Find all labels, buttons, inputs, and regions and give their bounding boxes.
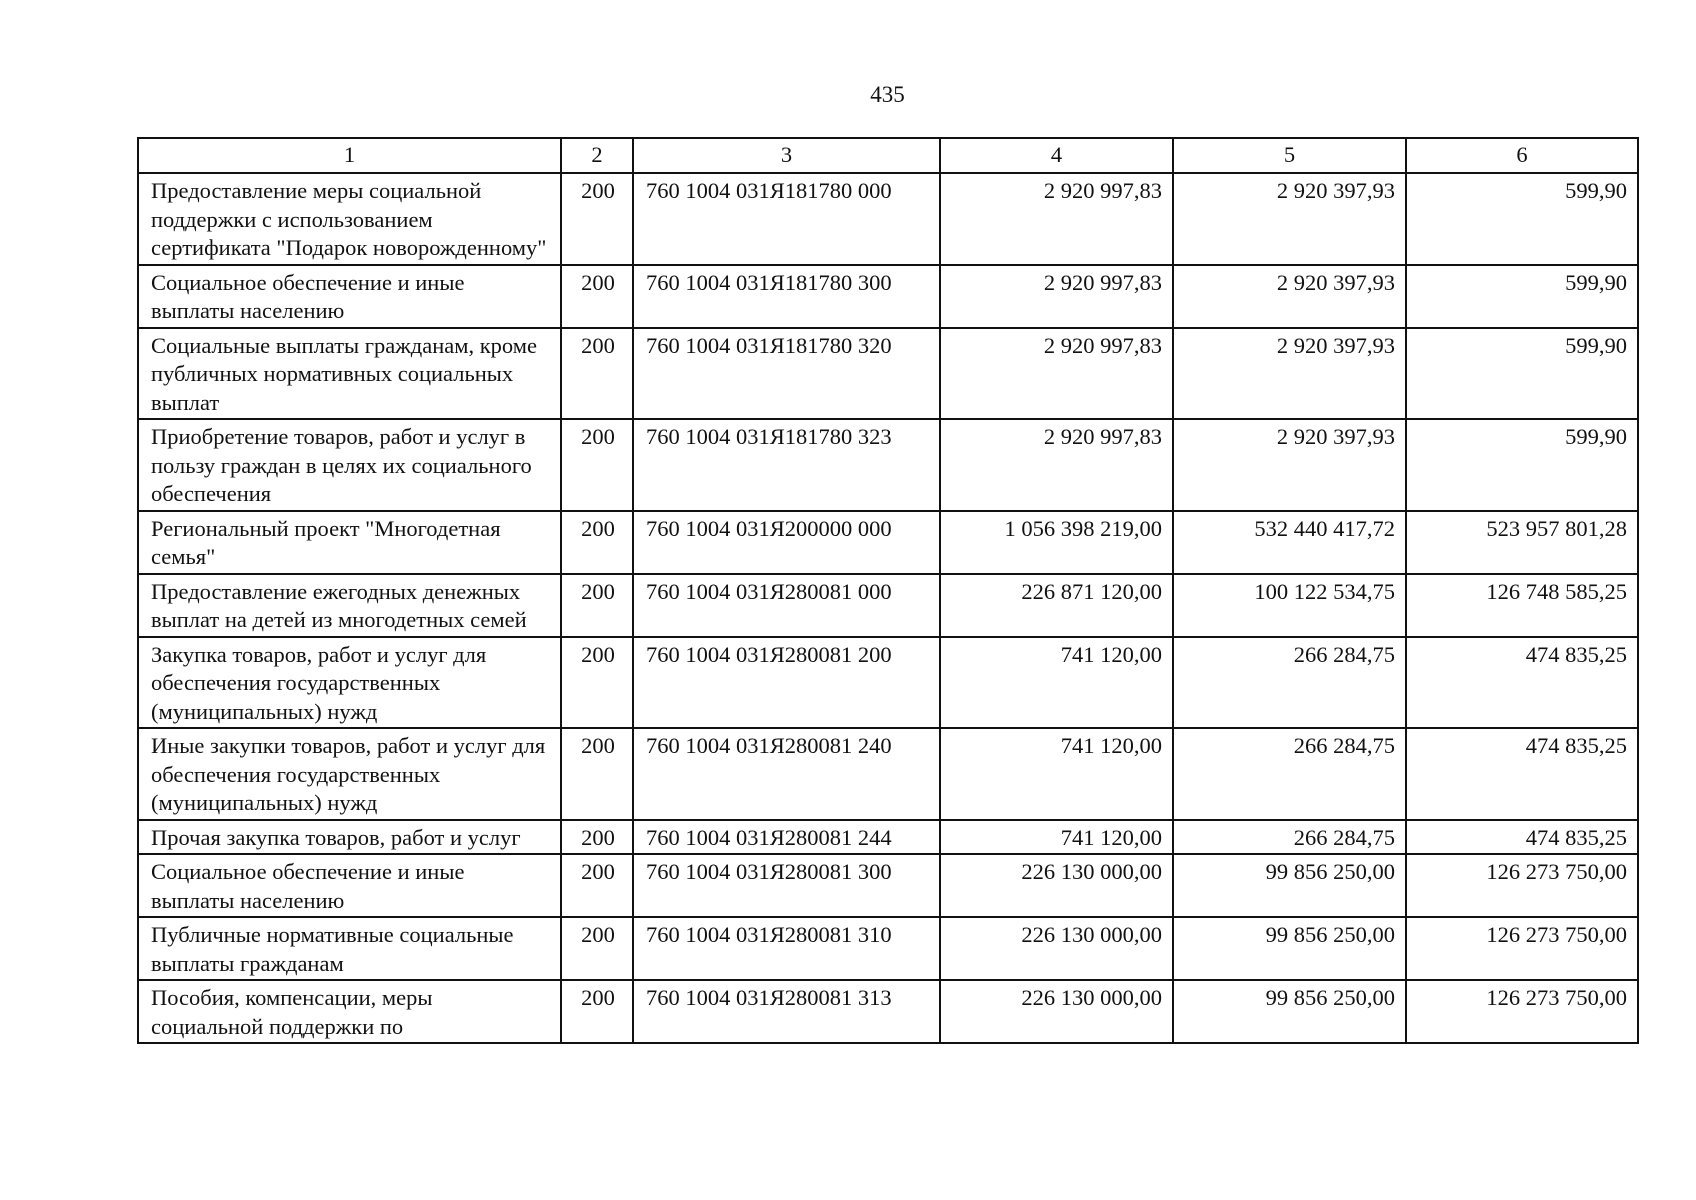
row-kbk-cell: 760 1004 031Я280081 300 [633, 854, 940, 917]
row-kbk-cell: 760 1004 031Я280081 313 [633, 980, 940, 1043]
row-col4-cell: 1 056 398 219,00 [940, 511, 1173, 574]
budget-table [137, 137, 1639, 1044]
row-col5-cell: 99 856 250,00 [1173, 980, 1406, 1043]
row-code-cell: 200 [561, 728, 633, 820]
table-row [138, 328, 1638, 420]
row-code-cell: 200 [561, 574, 633, 637]
row-kbk-cell: 760 1004 031Я181780 323 [633, 419, 940, 511]
row-name-cell: Закупка товаров, работ и услуг для обеспечения государственных (муниципальных) нужд [138, 637, 561, 729]
row-name-cell: Прочая закупка товаров, работ и услуг [138, 820, 561, 855]
row-kbk-cell: 760 1004 031Я280081 200 [633, 637, 940, 729]
row-col6-cell: 599,90 [1406, 419, 1638, 511]
row-name-cell: Предоставление меры социальной поддержки с использованием сертификата "Подарок новорожденному" [138, 173, 561, 265]
row-col4-cell: 226 130 000,00 [940, 917, 1173, 980]
row-kbk-cell: 760 1004 031Я280081 244 [633, 820, 940, 855]
table-row [138, 854, 1638, 917]
row-col5-cell: 266 284,75 [1173, 637, 1406, 729]
row-col5-cell: 266 284,75 [1173, 728, 1406, 820]
row-name-cell: Приобретение товаров, работ и услуг в пользу граждан в целях их социального обеспечения [138, 419, 561, 511]
row-name-cell: Предоставление ежегодных денежных выплат на детей из многодетных семей [138, 574, 561, 637]
row-col5-cell: 266 284,75 [1173, 820, 1406, 855]
row-col6-cell: 599,90 [1406, 173, 1638, 265]
table-row [138, 820, 1638, 855]
row-col5-cell: 2 920 397,93 [1173, 265, 1406, 328]
row-col6-cell: 599,90 [1406, 328, 1638, 420]
row-code-cell: 200 [561, 419, 633, 511]
table-row [138, 980, 1638, 1043]
row-kbk-cell: 760 1004 031Я280081 000 [633, 574, 940, 637]
row-kbk-cell: 760 1004 031Я200000 000 [633, 511, 940, 574]
row-code-cell: 200 [561, 820, 633, 855]
row-col6-cell: 126 273 750,00 [1406, 917, 1638, 980]
row-col5-cell: 2 920 397,93 [1173, 419, 1406, 511]
row-col4-cell: 226 130 000,00 [940, 854, 1173, 917]
row-name-cell: Региональный проект "Многодетная семья" [138, 511, 561, 574]
row-code-cell: 200 [561, 917, 633, 980]
row-code-cell: 200 [561, 637, 633, 729]
row-col4-cell: 741 120,00 [940, 637, 1173, 729]
row-kbk-cell: 760 1004 031Я280081 310 [633, 917, 940, 980]
column-header: 4 [940, 138, 1173, 173]
row-col6-cell: 474 835,25 [1406, 728, 1638, 820]
row-col4-cell: 741 120,00 [940, 728, 1173, 820]
row-col6-cell: 523 957 801,28 [1406, 511, 1638, 574]
row-code-cell: 200 [561, 980, 633, 1043]
row-kbk-cell: 760 1004 031Я181780 300 [633, 265, 940, 328]
row-kbk-cell: 760 1004 031Я280081 240 [633, 728, 940, 820]
row-name-cell: Публичные нормативные социальные выплаты гражданам [138, 917, 561, 980]
row-col6-cell: 599,90 [1406, 265, 1638, 328]
row-col4-cell: 2 920 997,83 [940, 173, 1173, 265]
row-col6-cell: 126 273 750,00 [1406, 854, 1638, 917]
row-col5-cell: 2 920 397,93 [1173, 173, 1406, 265]
row-code-cell: 200 [561, 854, 633, 917]
row-code-cell: 200 [561, 173, 633, 265]
table-row [138, 637, 1638, 729]
row-kbk-cell: 760 1004 031Я181780 000 [633, 173, 940, 265]
row-col5-cell: 99 856 250,00 [1173, 854, 1406, 917]
row-col6-cell: 474 835,25 [1406, 820, 1638, 855]
row-name-cell: Социальные выплаты гражданам, кроме публичных нормативных социальных выплат [138, 328, 561, 420]
row-col6-cell: 474 835,25 [1406, 637, 1638, 729]
row-col6-cell: 126 273 750,00 [1406, 980, 1638, 1043]
row-kbk-cell: 760 1004 031Я181780 320 [633, 328, 940, 420]
page-number: 435 [870, 82, 905, 107]
row-name-cell: Пособия, компенсации, меры социальной поддержки по [138, 980, 561, 1043]
row-code-cell: 200 [561, 511, 633, 574]
row-col4-cell: 741 120,00 [940, 820, 1173, 855]
table-row [138, 728, 1638, 820]
table-row [138, 419, 1638, 511]
table-header-row [138, 138, 1638, 173]
row-code-cell: 200 [561, 328, 633, 420]
column-header: 6 [1406, 138, 1638, 173]
row-col5-cell: 532 440 417,72 [1173, 511, 1406, 574]
row-col4-cell: 2 920 997,83 [940, 419, 1173, 511]
row-col4-cell: 2 920 997,83 [940, 265, 1173, 328]
row-name-cell: Иные закупки товаров, работ и услуг для обеспечения государственных (муниципальных) нужд [138, 728, 561, 820]
column-header: 2 [561, 138, 633, 173]
row-col5-cell: 99 856 250,00 [1173, 917, 1406, 980]
row-name-cell: Социальное обеспечение и иные выплаты населению [138, 854, 561, 917]
table-row [138, 574, 1638, 637]
row-col6-cell: 126 748 585,25 [1406, 574, 1638, 637]
table-row [138, 511, 1638, 574]
row-col5-cell: 100 122 534,75 [1173, 574, 1406, 637]
table-row [138, 265, 1638, 328]
row-col4-cell: 226 871 120,00 [940, 574, 1173, 637]
column-header: 3 [633, 138, 940, 173]
row-col4-cell: 2 920 997,83 [940, 328, 1173, 420]
table-row [138, 917, 1638, 980]
row-col4-cell: 226 130 000,00 [940, 980, 1173, 1043]
column-header: 5 [1173, 138, 1406, 173]
table-row [138, 173, 1638, 265]
row-col5-cell: 2 920 397,93 [1173, 328, 1406, 420]
row-name-cell: Социальное обеспечение и иные выплаты населению [138, 265, 561, 328]
row-code-cell: 200 [561, 265, 633, 328]
column-header: 1 [138, 138, 561, 173]
